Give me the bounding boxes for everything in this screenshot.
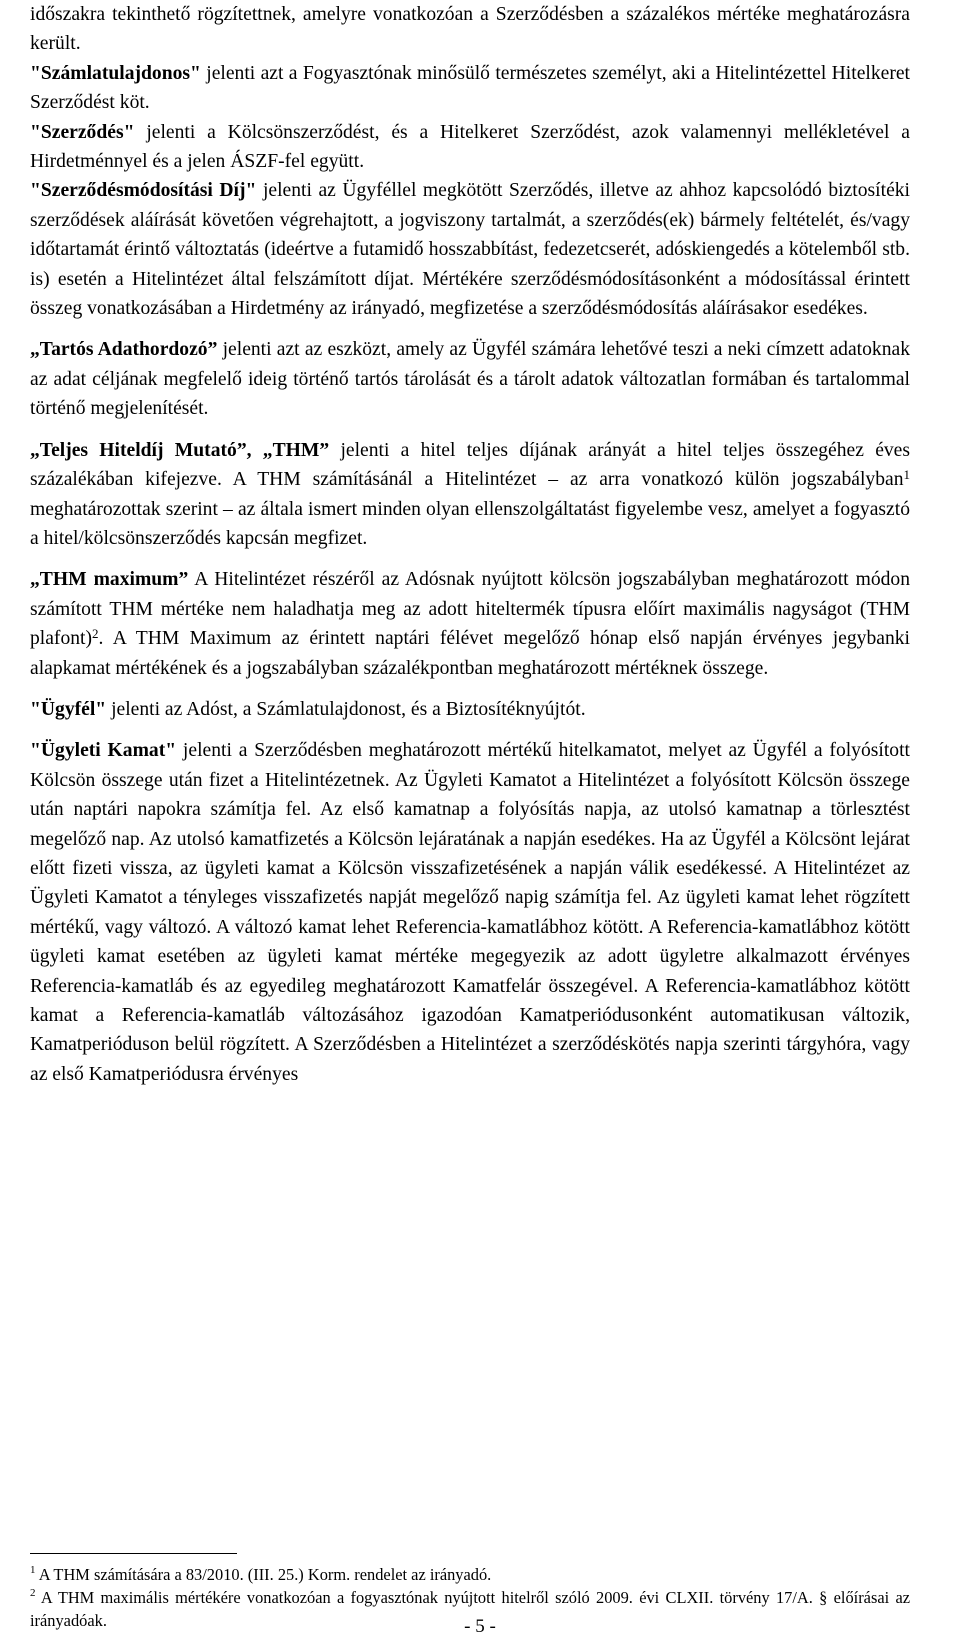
definition-text: jelenti az Adóst, a Számlatulajdonost, és a Biztosítéknyújtót. — [106, 698, 586, 720]
definition-term: „Teljes Hiteldíj Mutató”, „THM” — [30, 439, 330, 461]
page-number: - 5 - — [464, 1616, 496, 1637]
definition-text: jelenti a Szerződésben meghatározott mértékű hitelkamatot, melyet az Ügyfél a folyósított Kölcsön összege után fizet a Hitelintézetnek. Az Ügyleti Kamatot a Hitelintézet a folyósított Kölcsön összege után naptári napokra számítja fel. Az első kamatnap a folyósítás napja, az utolsó kamatnap a törlesztést megelőző nap. Az utolsó kamatfizetés a Kölcsön lejáratának a napján esedékes. Ha az Ügyfél a Kölcsönt lejárat előtt fizeti vissza, az ügyleti kamat a Kölcsön visszafizetésének a napján válik esedékessé. A Hitelintézet az Ügyleti Kamatot a tényleges visszafizetés napját megelőző napig számítja fel. Az ügyleti kamat lehet rögzített mértékű, vagy változó. A változó kamat lehet Referencia-kamatlábhoz kötött. A Referencia-kamatlábhoz kötött ügyleti kamat esetében az ügyleti kamat mértéke megegyezik az adott ügyletre alkalmazott érvényes Referencia-kamatláb és az egyedileg meghatározott Kamatfelár összegével. A Referencia-kamatlábhoz kötött kamat a Referencia-kamatláb változásához igazodóan Kamatperiódusonként automatikusan változik, Kamatperióduson belül rögzített. A Szerződésben a Hitelintézet a szerződéskötés napja szerinti tárgyhóra, vagy az első Kamatperiódusra érvényes — [30, 740, 910, 1085]
definition-text: jelenti az Ügyféllel megkötött Szerződés, illetve az ahhoz kapcsolódó biztosítéki szerződések aláírását követően végrehajtott, a jogviszony tartalmát, a szerződés(ek) bármely feltételét, és/vagy időtartamát érintő változtatás (ideértve a futamidő hosszabbítást, fedezetcserét, adóskiengedés a kötelemből stb. is) esetén a Hitelintézet által felszámított díjat. Mértékére szerződésmódosításonként a módosítással érintett összeg vonatkozásában a Hirdetmény az irányadó, megfizetése a szerződésmódosítás aláírásakor esedékes. — [30, 180, 911, 320]
definition-term: „Tartós Adathordozó” — [30, 339, 218, 361]
footnote-text: A THM maximális mértékére vonatkozóan a fogyasztónak nyújtott hitelről szóló 2009. évi CLXII. törvény 17/A. § előírásai az irányadóak. — [30, 1588, 910, 1630]
footnote-number: 2 — [30, 1587, 36, 1599]
definition-term: "Számlatulajdonos" — [30, 62, 201, 84]
definition-ugyfel — [30, 695, 910, 724]
paragraph-text: időszakra tekinthető rögzítettnek, amelyre vonatkozóan a Szerződésben a százalékos mértéke meghatározásra került. — [30, 4, 910, 55]
definition-szamlatulajdonos — [30, 59, 910, 118]
footnote-separator — [30, 1553, 237, 1554]
footnote-text: A THM számítására a 83/2010. (III. 25.) Korm. rendelet az irányadó. — [35, 1565, 492, 1584]
footnote-1 — [30, 1563, 910, 1586]
definition-text: jelenti a hitel teljes díjának arányát a hitel teljes összegéhez éves százalékában kifejezve. A THM számításánál a Hitelintézet – az arra vonatkozó külön jogszabályban — [30, 439, 911, 491]
definition-thm-maximum — [30, 565, 910, 683]
definition-term: "Ügyfél" — [30, 698, 107, 720]
definition-term: "Szerződésmódosítási Díj" — [30, 180, 257, 202]
definition-text: jelenti azt a Fogyasztónak minősülő természetes személyt, aki a Hitelintézettel Hitelkeret Szerződést köt. — [30, 62, 910, 114]
definition-term: „THM maximum” — [30, 569, 189, 591]
definition-text: A Hitelintézet részéről az Adósnak nyújtott kölcsön jogszabályban meghatározott módon számított THM mértéke nem haladhatja meg az adott hiteltermék típusra előírt maximális nagyságot (THM plafont) — [30, 569, 911, 650]
definition-thm — [30, 436, 910, 554]
definition-szerzodes — [30, 118, 910, 177]
definition-term: "Szerződés" — [30, 121, 135, 143]
footnote-ref-2[interactable]: 2 — [92, 626, 99, 642]
document-body — [30, 0, 910, 1089]
definition-text: meghatározottak szerint – az általa ismert minden olyan ellenszolgáltatást figyelembe vesz, amelyet a fogyasztó a hitel/kölcsönszerződés kapcsán megfizet. — [30, 498, 910, 549]
definition-text: . A THM Maximum az érintett naptári félévet megelőző hónap első napján érvényes jegybanki alapkamat mértékének és a jogszabályban százalékpontban meghatározott mértéknek összege. — [30, 628, 910, 679]
definition-szerzodesmodositasi-dij — [30, 176, 910, 323]
paragraph-continuation — [30, 0, 910, 59]
definition-ugyleti-kamat — [30, 736, 910, 1089]
definition-term: "Ügyleti Kamat" — [30, 740, 177, 762]
definition-tartos-adathordozo — [30, 335, 910, 423]
definition-text: jelenti azt az eszközt, amely az Ügyfél számára lehetővé teszi a neki címzett adatoknak az adat céljának megfelelő ideig történő tartós tárolását és a tárolt adatok változatlan formában és tartalommal történő megjelenítését. — [30, 339, 910, 420]
footnote-number: 1 — [30, 1564, 36, 1576]
definition-text: jelenti a Kölcsönszerződést, és a Hitelkeret Szerződést, azok valamennyi mellékletével a Hirdetménnyel és a jelen ÁSZF-fel együtt. — [30, 121, 910, 173]
footnote-ref-1[interactable]: 1 — [903, 467, 910, 483]
